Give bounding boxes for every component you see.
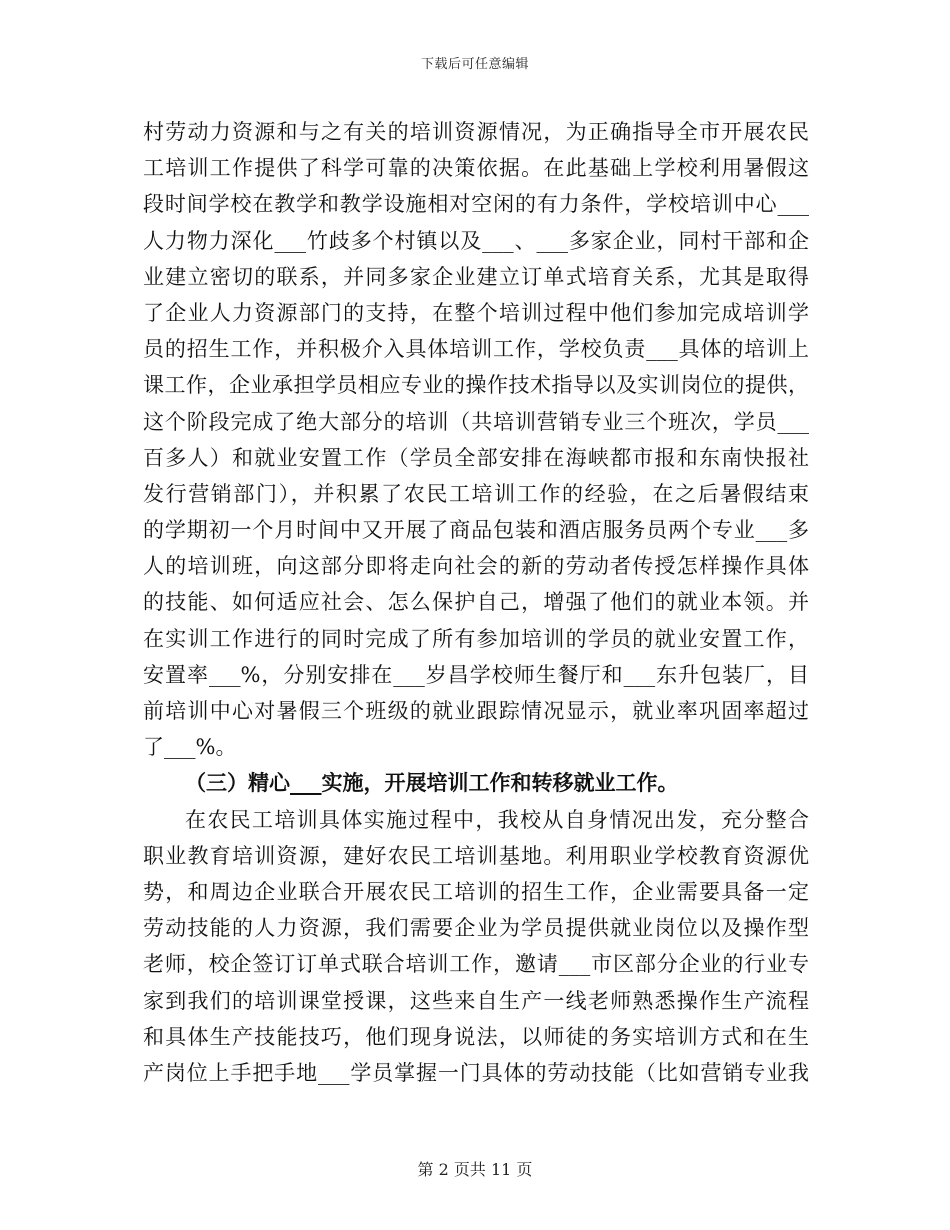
text-line: 了企业人力资源部门的支持，在整个培训过程中他们参加完成培训学	[143, 300, 809, 325]
text-line: 劳动技能的人力资源，我们需要企业为学员提供就业岗位以及操作型	[143, 916, 809, 941]
text-line: 员的招生工作，并积极介入具体培训工作，学校负责___具体的培训上	[143, 337, 809, 362]
text-line: 人力物力深化___竹歧多个村镇以及___、___多家企业，同村干部和企	[143, 228, 809, 253]
text-line: 和具体生产技能技巧，他们现身说法，以师徒的务实培训方式和在生	[143, 1024, 809, 1049]
text-line: 势，和周边企业联合开展农民工培训的招生工作，企业需要具备一定	[143, 879, 809, 904]
text-line: 人的培训班，向这部分即将走向社会的新的劳动者传授怎样操作具体	[143, 554, 809, 579]
paragraph-1	[143, 114, 809, 765]
text-line: 村劳动力资源和与之有关的培训资源情况，为正确指导全市开展农民	[143, 120, 809, 144]
text-line: 前培训中心对暑假三个班级的就业跟踪情况显示，就业率巩固率超过	[143, 699, 809, 723]
text-line: 发行营销部门），并积累了农民工培训工作的经验，在之后暑假结束	[143, 481, 809, 506]
text-line: 了___%。	[143, 735, 237, 760]
text-line: 职业教育培训资源，建好农民工培训基地。利用职业学校教育资源优	[143, 843, 809, 868]
text-line: 的学期初一个月时间中又开展了商品包装和酒店服务员两个专业___多	[143, 518, 809, 543]
text-line: 家到我们的培训课堂授课，这些来自生产一线老师熟悉操作生产流程	[143, 988, 809, 1013]
paragraph-2	[143, 802, 809, 1092]
text-line: 的技能、如何适应社会、怎么保护自己，增强了他们的就业本领。并	[143, 590, 809, 615]
text-line: 工培训工作提供了科学可靠的决策依据。在此基础上学校利用暑假这	[143, 156, 809, 181]
document-body	[143, 114, 809, 1091]
text-line: 安置率___%，分别安排在___岁昌学校师生餐厅和___东升包装厂，目	[143, 662, 809, 687]
text-line: 百多人）和就业安置工作（学员全部安排在海峡都市报和东南快报社	[143, 445, 809, 470]
text-line: 业建立密切的联系，并同多家企业建立订单式培育关系，尤其是取得	[143, 264, 809, 289]
text-line: 这个阶段完成了绝大部分的培训（共培训营销专业三个班次，学员___	[143, 409, 809, 434]
section-heading: （三）精心___实施，开展培训工作和转移就业工作。	[185, 770, 679, 796]
text-line: 段时间学校在教学和教学设施相对空闲的有力条件，学校培训中心___	[143, 192, 809, 217]
text-line: 产岗位上手把手地___学员掌握一门具体的劳动技能（比如营销专业我	[143, 1060, 809, 1085]
text-line: 老师，校企签订订单式联合培训工作，邀请___市区部分企业的行业专	[143, 952, 809, 977]
text-line: 在实训工作进行的同时完成了所有参加培训的学员的就业安置工作，	[143, 626, 809, 651]
page-header: 下载后可任意编辑	[420, 57, 529, 72]
text-line: 课工作，企业承担学员相应专业的操作技术指导以及实训岗位的提供，	[143, 373, 809, 398]
page-footer: 第 2 页共 11 页	[417, 1160, 533, 1179]
text-line: 在农民工培训具体实施过程中，我校从自身情况出发，充分整合	[185, 807, 809, 832]
